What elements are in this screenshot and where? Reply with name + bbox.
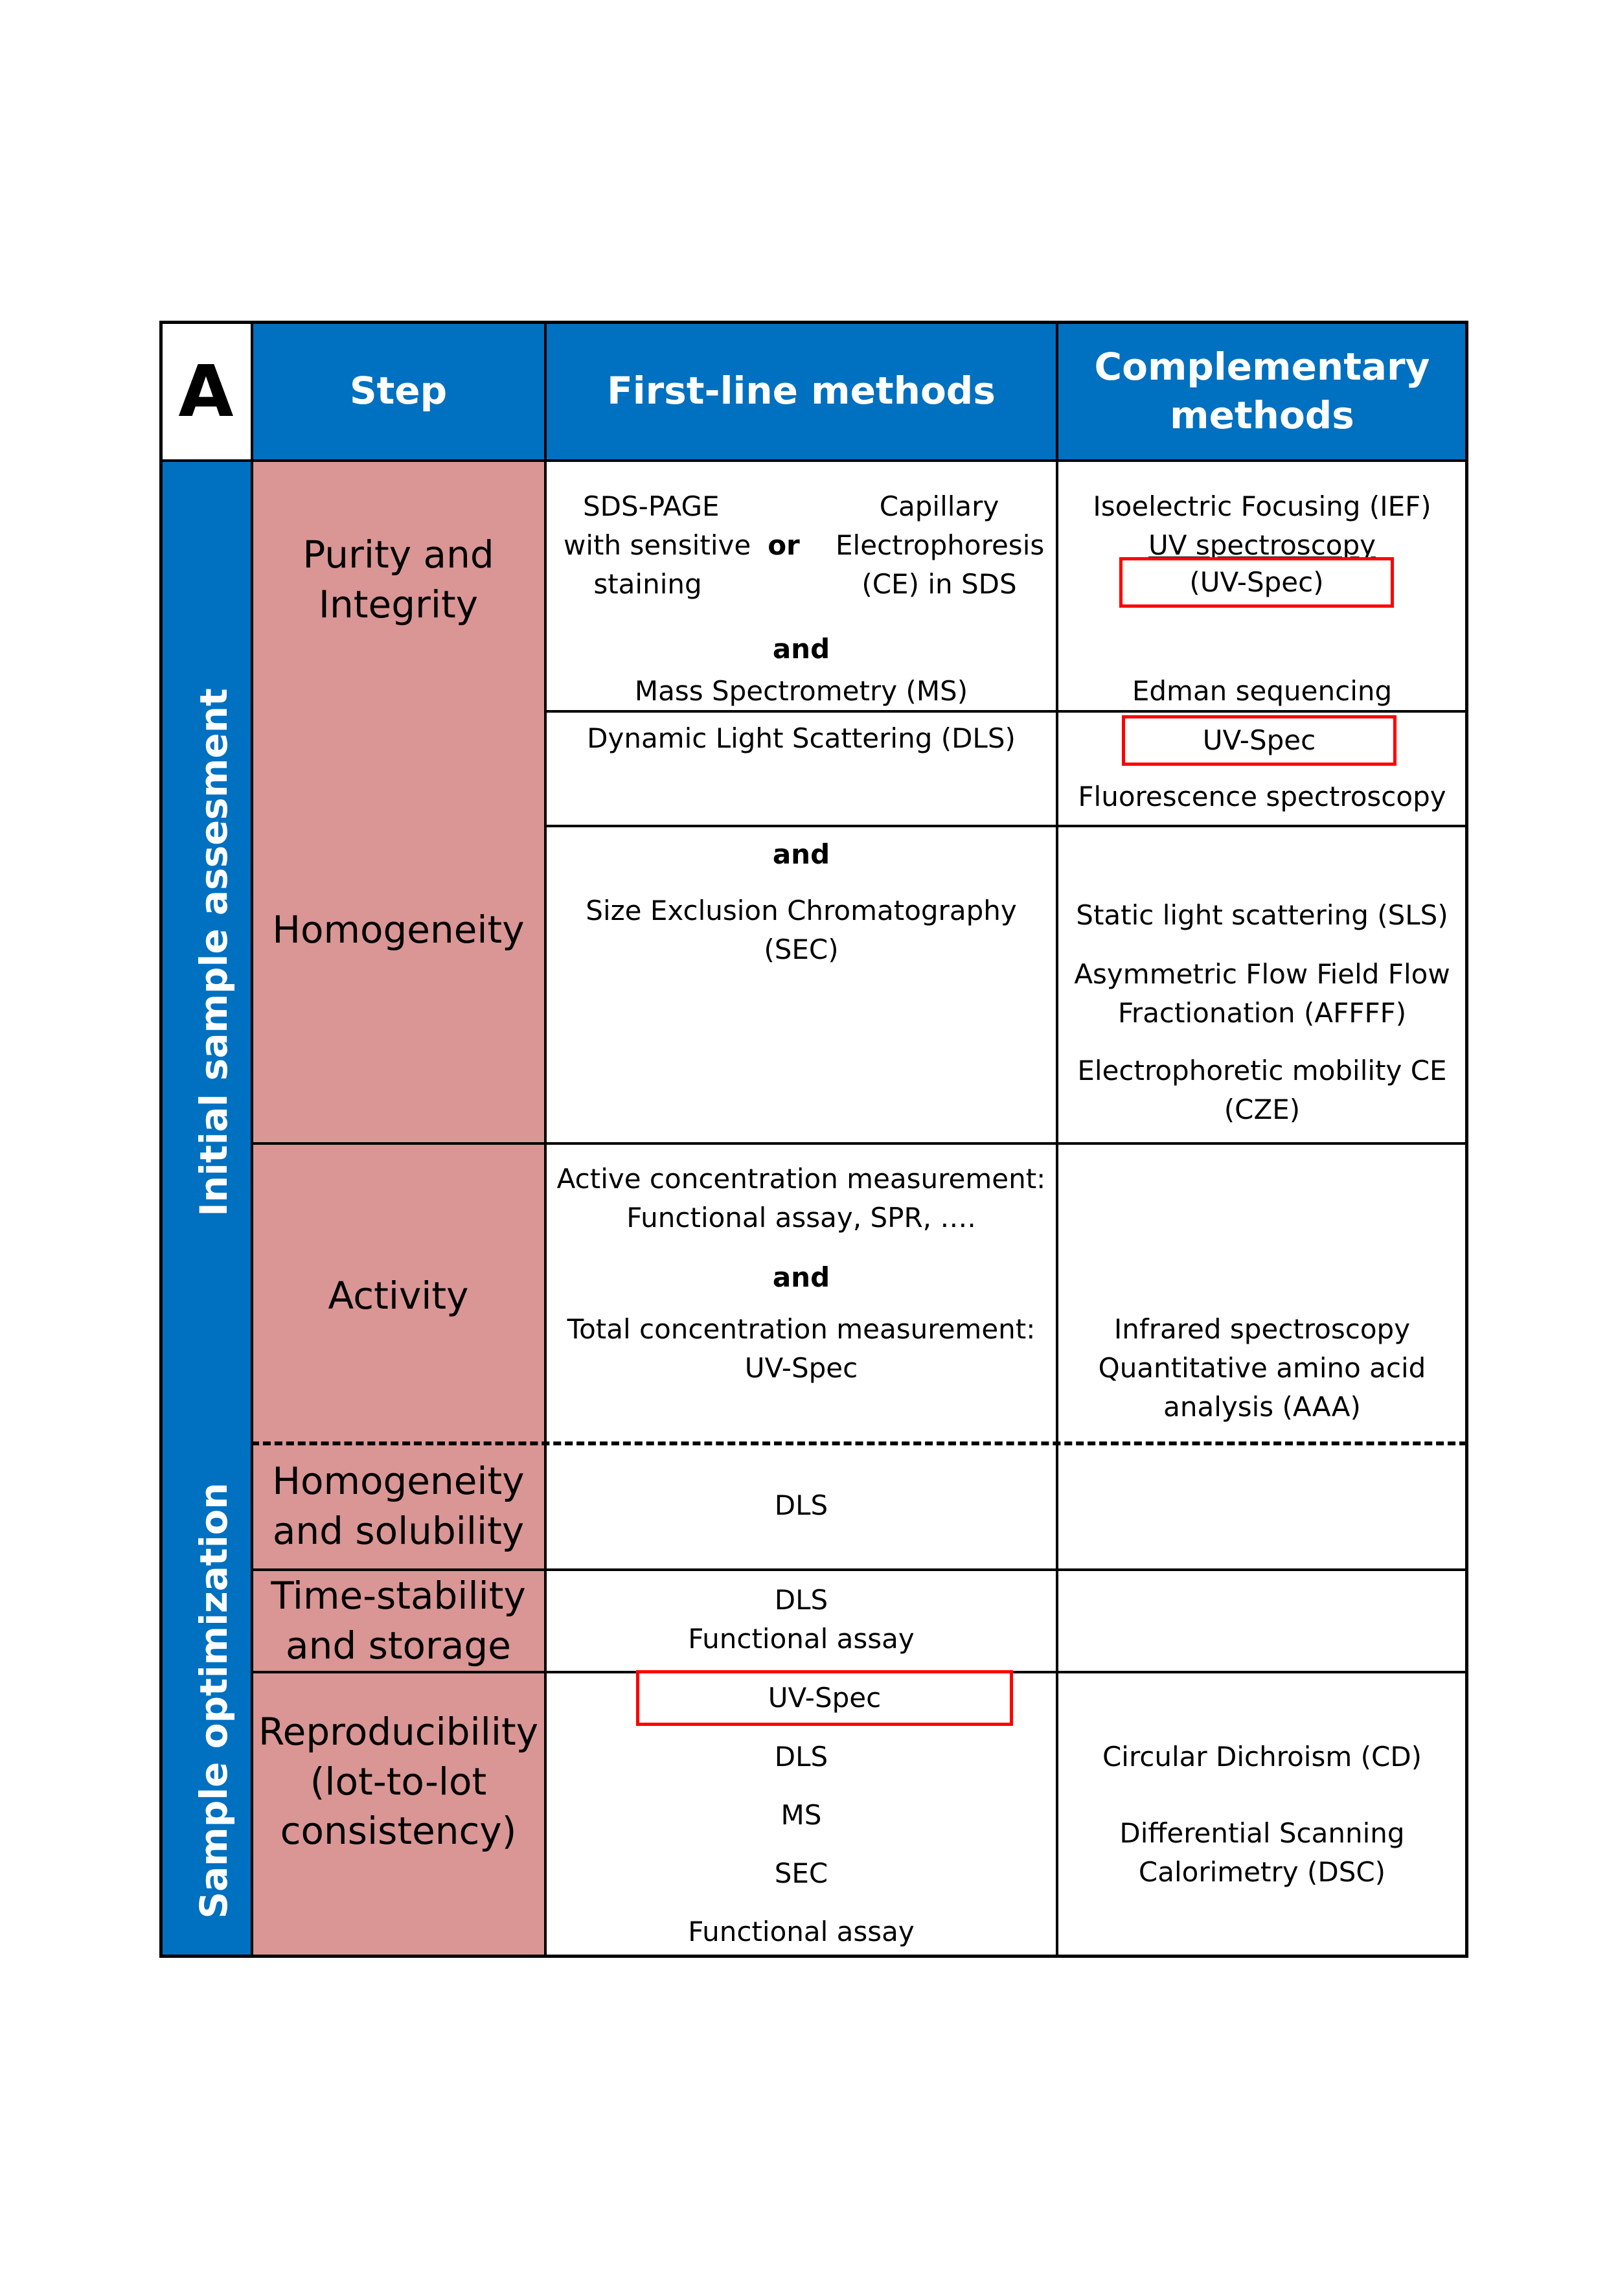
- activity-and: and: [772, 1261, 830, 1293]
- purity-or: or: [768, 529, 800, 561]
- homogeneity-sec-2: (SEC): [764, 934, 839, 965]
- section-optimization-label: Sample optimization: [192, 1482, 236, 1919]
- activity-comp-aaa-2: analysis (AAA): [1163, 1391, 1361, 1423]
- divider-h-dls: [545, 825, 1467, 827]
- divider-v-step: [544, 322, 547, 1957]
- purity-sds-page-2: with sensitive: [564, 529, 751, 561]
- reproducibility-functional-assay: Functional assay: [688, 1916, 915, 1947]
- step-time-stability: Time-stability and storage: [271, 1574, 526, 1668]
- purity-comp-uv: UV spectroscopy: [1148, 529, 1376, 561]
- step-purity: Purity and Integrity: [302, 533, 494, 626]
- purity-ce-1: Capillary: [879, 490, 999, 522]
- activity-total-1: Total concentration measurement:: [567, 1313, 1036, 1345]
- step-homogeneity: Homogeneity: [272, 907, 525, 952]
- divider-h-header: [161, 459, 1467, 462]
- reproducibility-dls: DLS: [774, 1741, 828, 1773]
- header-complementary: Complementary methods: [1057, 322, 1467, 461]
- homogeneity-and: and: [772, 838, 830, 870]
- step-homogeneity-solubility: Homogeneity and solubility: [272, 1459, 525, 1553]
- activity-total-2: UV-Spec: [744, 1352, 858, 1384]
- homogeneity-sec-1: Size Exclusion Chromatography: [586, 895, 1017, 926]
- step-reproducibility: Reproducibility (lot-to-lot consistency): [258, 1710, 539, 1854]
- header-first-line: First-line methods: [545, 322, 1057, 461]
- reproducibility-sec: SEC: [774, 1857, 828, 1889]
- activity-comp-aaa-1: Quantitative amino acid: [1098, 1352, 1426, 1384]
- purity-comp-uv-spec-highlight: (UV-Spec): [1119, 557, 1394, 608]
- header-step: Step: [251, 322, 545, 461]
- divider-v-first: [1056, 322, 1058, 1957]
- stability-dls: DLS: [774, 1584, 828, 1616]
- reproducibility-ms: MS: [781, 1799, 822, 1831]
- activity-comp-infrared: Infrared spectroscopy: [1113, 1313, 1411, 1345]
- divider-v-section: [251, 322, 253, 1957]
- activity-active-1: Active concentration measurement:: [556, 1163, 1046, 1195]
- reproducibility-comp-cd: Circular Dichroism (CD): [1102, 1741, 1422, 1773]
- step-activity: Activity: [328, 1273, 469, 1318]
- purity-ce-2: Electrophoresis: [836, 529, 1045, 561]
- solubility-dls: DLS: [774, 1489, 828, 1521]
- reproducibility-comp-dsc-1: Differential Scanning: [1119, 1817, 1405, 1849]
- activity-active-2: Functional assay, SPR, ….: [626, 1202, 976, 1234]
- homogeneity-comp-sls: Static light scattering (SLS): [1076, 899, 1448, 931]
- homogeneity-comp-affff-2: Fractionation (AFFFF): [1117, 997, 1407, 1029]
- purity-and: and: [772, 633, 830, 665]
- purity-comp-ief: Isoelectric Focusing (IEF): [1093, 490, 1431, 522]
- homogeneity-comp-affff-1: Asymmetric Flow Field Flow: [1074, 958, 1450, 990]
- panel-letter: A: [161, 322, 251, 461]
- section-initial-label: Initial sample assesment: [192, 688, 236, 1217]
- purity-ce-3: (CE) in SDS: [861, 568, 1017, 600]
- reproducibility-uv-spec-highlight: UV-Spec: [636, 1670, 1013, 1726]
- homogeneity-comp-cze-2: (CZE): [1224, 1094, 1301, 1125]
- reproducibility-comp-dsc-2: Calorimetry (DSC): [1138, 1856, 1386, 1888]
- homogeneity-dls: Dynamic Light Scattering (DLS): [587, 722, 1016, 754]
- homogeneity-comp-cze-1: Electrophoretic mobility CE: [1077, 1055, 1447, 1086]
- purity-ms: Mass Spectrometry (MS): [634, 675, 968, 707]
- purity-sds-page-3: staining: [593, 568, 702, 600]
- divider-h-solubility: [251, 1568, 1467, 1571]
- homogeneity-comp-uv-spec-highlight: UV-Spec: [1122, 715, 1396, 766]
- purity-comp-edman: Edman sequencing: [1132, 675, 1393, 707]
- homogeneity-comp-fluorescence: Fluorescence spectroscopy: [1078, 781, 1446, 812]
- purity-sds-page-1: SDS-PAGE: [583, 490, 720, 522]
- divider-h-homogeneity: [251, 1142, 1467, 1145]
- divider-h-sections: [251, 1441, 1467, 1445]
- stability-functional-assay: Functional assay: [688, 1623, 915, 1655]
